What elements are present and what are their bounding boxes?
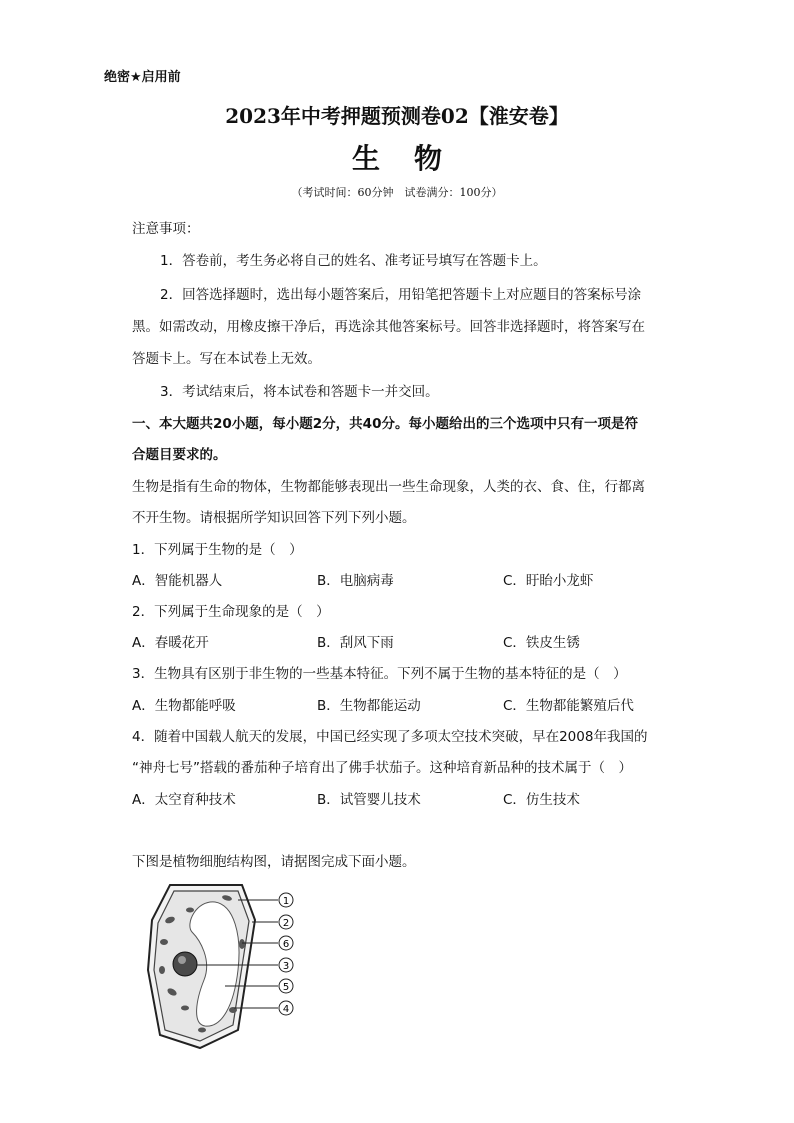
question-2-option-a: A．春暖花开	[132, 635, 209, 651]
question-4-option-a: A．太空育种技术	[132, 792, 236, 808]
secret-mark: 绝密★启用前	[104, 70, 181, 85]
question-2-stem: 2．下列属于生命现象的是（ ）	[132, 604, 330, 620]
label-4	[279, 1001, 293, 1015]
notice-heading: 注意事项：	[132, 221, 200, 237]
chloroplast	[159, 966, 165, 974]
question-3-option-c: C．生物都能繁殖后代	[503, 698, 634, 714]
question-1-option-a: A．智能机器人	[132, 573, 223, 589]
notice-item-1: 1．答卷前，考生务必将自己的姓名、准考证号填写在答题卡上。	[160, 253, 547, 269]
notice-item-2-line-3: 答题卡上。写在本试卷上无效。	[132, 351, 321, 367]
notice-item-3: 3．考试结束后，将本试卷和答题卡一并交回。	[160, 384, 439, 400]
nucleus-highlight	[178, 956, 186, 964]
question-4-option-c: C．仿生技术	[503, 792, 580, 808]
chloroplast	[186, 908, 194, 913]
exam-title: 2023年中考押题预测卷02【淮安卷】	[225, 104, 569, 128]
svg-text:6: 6	[282, 939, 290, 950]
chloroplast	[198, 1028, 206, 1033]
section-heading-line-1: 一、本大题共20小题，每小题2分，共40分。每小题给出的三个选项中只有一项是符	[132, 416, 638, 432]
svg-text:5: 5	[282, 982, 290, 993]
question-4-stem-line-2: “神舟七号”搭载的番茄种子培育出了佛手状茄子。这种培育新品种的技术属于（ ）	[132, 760, 632, 776]
notice-item-2-line-2: 黑。如需改动，用橡皮擦干净后，再选涂其他答案标号。回答非选择题时，将答案写在	[132, 319, 645, 335]
svg-text:4: 4	[282, 1004, 290, 1015]
label-3	[279, 958, 293, 972]
exam-info: （考试时间：60分钟 试卷满分：100分）	[291, 186, 503, 199]
svg-text:3: 3	[282, 961, 290, 972]
question-4-option-b: B．试管婴儿技术	[317, 792, 421, 808]
section-heading-line-2: 合题目要求的。	[132, 447, 227, 463]
intro-line-1: 生物是指有生命的物体，生物都能够表现出一些生命现象，人类的衣、食、住，行都离	[132, 479, 645, 495]
chloroplast	[181, 1006, 189, 1011]
subject-title: 生物	[351, 142, 476, 175]
notice-item-2-line-1: 2．回答选择题时，选出每小题答案后，用铅笔把答题卡上对应题目的答案标号涂	[160, 287, 642, 303]
label-5	[279, 979, 293, 993]
intro-line-2: 不开生物。请根据所学知识回答下列下列小题。	[132, 510, 416, 526]
label-1	[279, 893, 293, 907]
question-1-option-c: C．盱眙小龙虾	[503, 573, 594, 589]
svg-text:2: 2	[282, 918, 290, 929]
diagram-intro: 下图是植物细胞结构图，请据图完成下面小题。	[132, 854, 416, 870]
nucleus	[173, 952, 197, 976]
question-3-option-b: B．生物都能运动	[317, 698, 421, 714]
question-4-stem-line-1: 4．随着中国载人航天的发展，中国已经实现了多项太空技术突破，早在2008年我国的	[132, 729, 648, 745]
question-2-option-b: B．刮风下雨	[317, 635, 394, 651]
question-2-option-c: C．铁皮生锈	[503, 635, 580, 651]
svg-text:1: 1	[282, 896, 290, 907]
chloroplast	[160, 939, 168, 945]
label-2	[279, 915, 293, 929]
question-1-option-b: B．电脑病毒	[317, 573, 394, 589]
question-3-stem: 3．生物具有区别于非生物的一些基本特征。下列不属于生物的基本特征的是（ ）	[132, 666, 627, 682]
chloroplast	[239, 939, 245, 949]
label-6	[279, 936, 293, 950]
question-3-option-a: A．生物都能呼吸	[132, 698, 236, 714]
question-1-stem: 1．下列属于生物的是（ ）	[132, 542, 303, 558]
plant-cell-diagram	[130, 880, 310, 1055]
